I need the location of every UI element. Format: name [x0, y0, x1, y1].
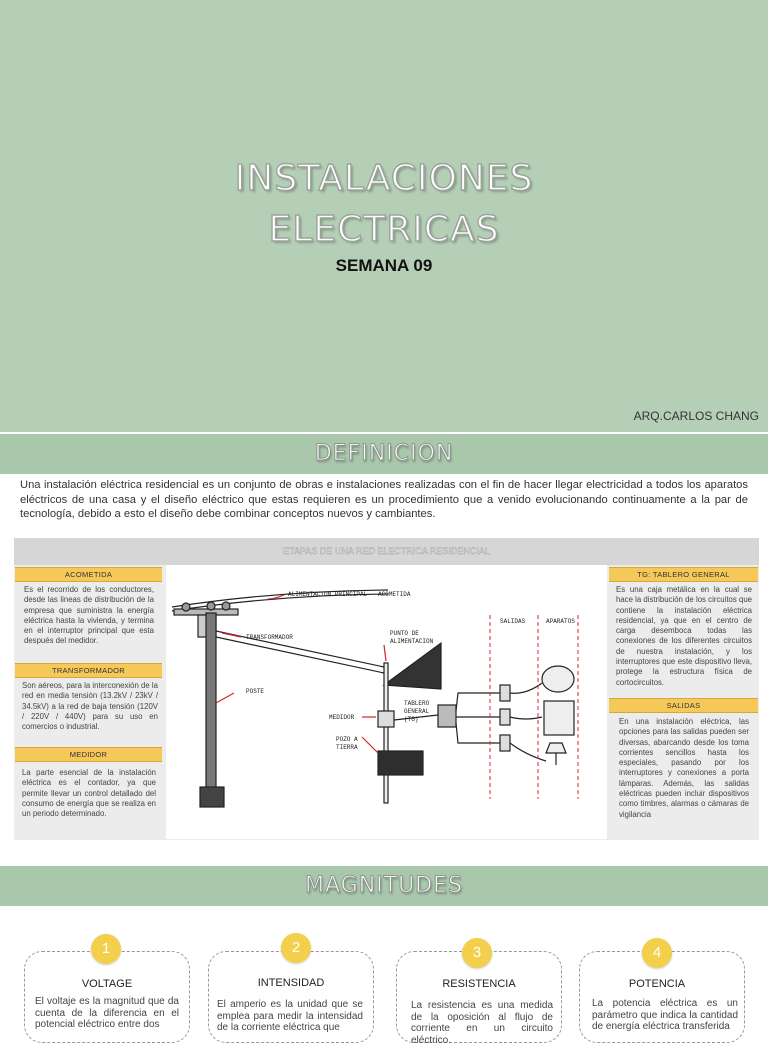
outlet-icon	[500, 735, 510, 751]
punto-arrow	[384, 645, 386, 661]
definicion-text: Una instalación eléctrica residencial es un conjunto de obras e instalaciones realizadas con el fin de hacer llegar electricidad a todos los aparatos eléctricos de una casa y el diseño eléctrico que estas requieren es un procedimiento que a venido evolucionando continuamente a la par de tecnología, debido a esto el diseño debe combinar conceptos nuevos y cambiantes.	[20, 479, 748, 520]
card-title: INTENSIDAD	[257, 977, 325, 989]
mast-icon	[384, 663, 388, 803]
poste-arrow	[216, 693, 234, 703]
diagram-header-text: ETAPAS DE UNA RED ELECTRICA RESIDENCIAL	[283, 546, 490, 556]
main-title-line-2: ELECTRICAS	[268, 209, 500, 250]
callout-tablero-3: (TG)	[404, 716, 419, 723]
outlet-icon	[500, 685, 510, 701]
roof-icon	[384, 643, 441, 689]
number-badge: 2	[281, 933, 311, 963]
acometida-label: ACOMETIDA	[15, 567, 162, 582]
definicion-heading: DEFINICION	[314, 441, 454, 466]
magnitude-card-intensidad	[208, 951, 374, 1043]
acometida-text: Es el recorrido de los conductores, desde las lineas de distribución de la empresa que suministra la energía eléctrica hasta la vivienda, y termina en el interruptor principal que esta después del medidor.	[24, 585, 154, 646]
magnitudes-heading: MAGNITUDES	[305, 873, 463, 898]
salidas-label: SALIDAS	[609, 698, 758, 713]
callout-salidas: SALIDAS	[500, 618, 526, 625]
callout-tablero-2: GENERAL	[404, 708, 430, 715]
pole-icon	[206, 613, 216, 793]
magnitudes-banner	[0, 866, 768, 906]
card-text: La potencia eléctrica es un parámetro que indica la cantidad de energía eléctrica transferida	[592, 998, 738, 1032]
appliance-cord	[510, 743, 546, 761]
service-drop-wire-2	[216, 637, 384, 673]
appliance-cord	[510, 717, 542, 719]
callout-pozo-2: TIERRA	[336, 744, 358, 751]
circuit-wire	[456, 723, 502, 743]
callout-aparatos: APARATOS	[546, 618, 575, 625]
meter-icon	[378, 711, 394, 727]
stove-icon	[544, 701, 574, 735]
callout-punto-2: ALIMENTACION	[390, 638, 434, 645]
main-title-line-1: INSTALACIONES	[234, 158, 534, 199]
author: ARQ.CARLOS CHANG	[633, 409, 759, 423]
salidas-text: En una instalación eléctrica, las opciones para las salidas pueden ser diversas, abarcando desde los toma corrientes sencillos hasta los especiales, pasando por los interruptores y conexiones a porta lámparas. Además, las salidas eléctricas pueden incluir dispositivos como timbres, alarmas o cámaras de vigilancia	[619, 717, 749, 819]
diagram-header	[14, 538, 759, 565]
circuit-wire	[456, 693, 502, 711]
number-badge: 3	[462, 938, 492, 968]
card-text: La resistencia es una medida de la oposición al flujo de corriente en un circuito eléctrico.	[411, 1000, 553, 1046]
card-title: RESISTENCIA	[442, 978, 516, 990]
medidor-label: MEDIDOR	[15, 747, 162, 762]
tablero-label: TG: TABLERO GENERAL	[609, 567, 758, 582]
card-title: VOLTAGE	[81, 978, 133, 990]
callout-tablero-1: TABLERO	[404, 700, 430, 707]
appliance-cord	[510, 683, 542, 693]
magnitude-card-voltage	[24, 951, 190, 1043]
panel-board-icon	[438, 705, 456, 727]
transformador-label: TRANSFORMADOR	[15, 663, 162, 678]
pozo-arrow	[362, 737, 378, 753]
insulator-icon	[207, 602, 215, 610]
outlet-icon	[500, 709, 510, 725]
insulator-icon	[222, 602, 230, 610]
card-text: El voltaje es la magnitud que da cuenta de la diferencia en el potencial eléctrico entre dos	[35, 996, 179, 1030]
definicion-banner	[0, 434, 768, 474]
callout-transformador: TRANSFORMADOR	[246, 634, 293, 641]
pole-base-icon	[200, 787, 224, 807]
medidor-text: La parte esencial de la instalación eléctrica es el contador, ya que permite llevar un control detallado del consumo de energía que se realiza en un periodo determinado.	[22, 768, 156, 819]
callout-poste: POSTE	[246, 688, 265, 695]
callout-punto-1: PUNTO DE	[390, 630, 419, 637]
residential-network-illustration	[166, 565, 607, 839]
number-badge: 4	[642, 938, 672, 968]
card-title: POTENCIA	[628, 978, 686, 990]
transformador-text: Son aéreos, para la interconexión de la red en media tensión (13.2kV / 23kV / 34.5kV) a la red de baja tensión (120V / 220V / 440V) para su uso en comercios o industrial.	[22, 681, 158, 732]
callout-alimentacion: ALIMENTACION PRINCIPAL - ACOMETIDA	[288, 591, 411, 598]
lamp-icon	[546, 743, 566, 753]
network-drawing	[166, 565, 607, 839]
service-drop-wire	[216, 631, 384, 667]
number-badge: 1	[91, 934, 121, 964]
callout-pozo-1: POZO A	[336, 736, 358, 743]
transformador-arrow	[222, 633, 241, 637]
tablero-text: Es una caja metálica en la cual se hace la distribución de los circuitos que contiene la instalación eléctrica residencial, ya que en el centro de carga desemboca todas las conexiones de los diferentes circuitos de nuestra instalación, y los interruptores que este dispositivo lleva, protege la estructura física de cortocircuitos.	[616, 585, 752, 687]
card-text: El amperio es la unidad que se emplea para medir la intensidad de la corriente eléctrica que	[217, 999, 363, 1033]
subtitle: SEMANA 09	[335, 256, 433, 275]
insulator-icon	[182, 603, 190, 611]
callout-medidor: MEDIDOR	[329, 714, 355, 721]
ground-well-icon	[378, 751, 423, 775]
appliance-icon	[542, 666, 574, 692]
title-slide	[0, 0, 768, 432]
